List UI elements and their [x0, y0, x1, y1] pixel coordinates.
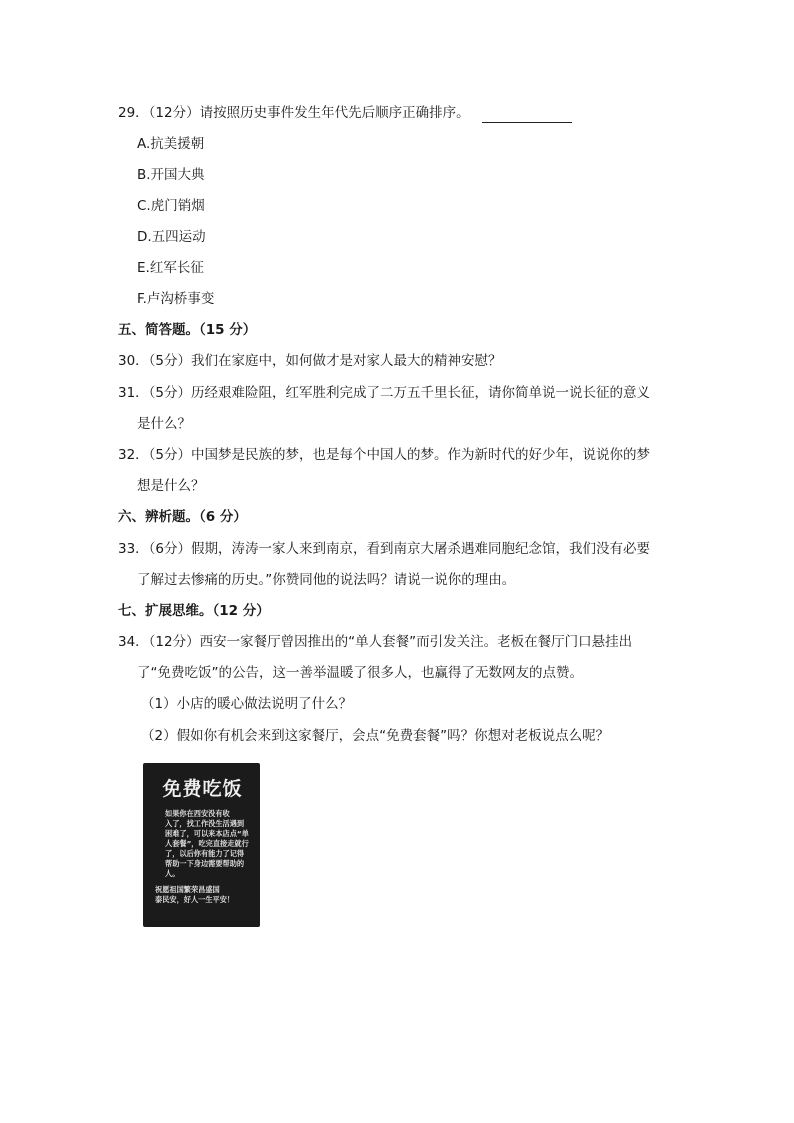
- option-a: A.抗美援朝: [137, 136, 205, 152]
- question-34-line-2: 了“免费吃饭”的公告，这一善举温暖了很多人，也赢得了无数网友的点赞。: [137, 665, 583, 681]
- question-34-line-1: 34．（12分）西安一家餐厅曾因推出的“单人套餐”而引发关注。老板在餐厅门口悬挂出: [118, 634, 633, 650]
- section-7-heading: 七、扩展思维。（12 分）: [118, 603, 270, 619]
- question-33-line-2: 了解过去惨痛的历史。”你赞同他的说法吗？请说一说你的理由。: [137, 572, 516, 588]
- section-5-heading: 五、简答题。（15 分）: [118, 322, 257, 338]
- notice-body: 如果你在西安没有收 入了，找工作没生活遇到 困难了，可以来本店点“单 人套餐”，吃完直接走就行 了，以后你有能力了记得 帮助一下身边需要帮助的 人。: [165, 809, 249, 878]
- question-30: 30．（5分）我们在家庭中，如何做才是对家人最大的精神安慰？: [118, 353, 502, 369]
- option-f: F.卢沟桥事变: [137, 291, 215, 307]
- question-32-line-2: 想是什么？: [137, 478, 205, 494]
- question-29-stem: 29．（12分）请按照历史事件发生年代先后顺序正确排序。: [118, 105, 470, 121]
- question-32-line-1: 32．（5分）中国梦是民族的梦，也是每个中国人的梦。作为新时代的好少年，说说你的梦: [118, 447, 651, 463]
- free-meal-notice-image: [143, 763, 260, 927]
- question-31-line-1: 31．（5分）历经艰难险阻，红军胜利完成了二万五千里长征，请你简单说一说长征的意义: [118, 385, 651, 401]
- question-31-line-2: 是什么？: [137, 416, 191, 432]
- notice-title: 免费吃饭: [162, 778, 243, 800]
- answer-blank[interactable]: [482, 108, 572, 123]
- question-29: [118, 103, 572, 123]
- option-e: E.红军长征: [137, 260, 204, 276]
- option-b: B.开国大典: [137, 167, 205, 183]
- question-34-sub-2: （2）假如你有机会来到这家餐厅，会点“免费套餐”吗？你想对老板说点么呢？: [141, 728, 610, 744]
- option-d: D.五四运动: [137, 229, 206, 245]
- question-33-line-1: 33．（6分）假期，涛涛一家人来到南京，看到南京大屠杀遇难同胞纪念馆，我们没有必要: [118, 541, 651, 557]
- section-6-heading: 六、辨析题。（6 分）: [118, 509, 247, 525]
- question-34-sub-1: （1）小店的暖心做法说明了什么？: [141, 696, 353, 712]
- notice-footer: 祝愿祖国繁荣昌盛国 泰民安，好人一生平安！: [155, 885, 235, 904]
- option-c: C.虎门销烟: [137, 198, 205, 214]
